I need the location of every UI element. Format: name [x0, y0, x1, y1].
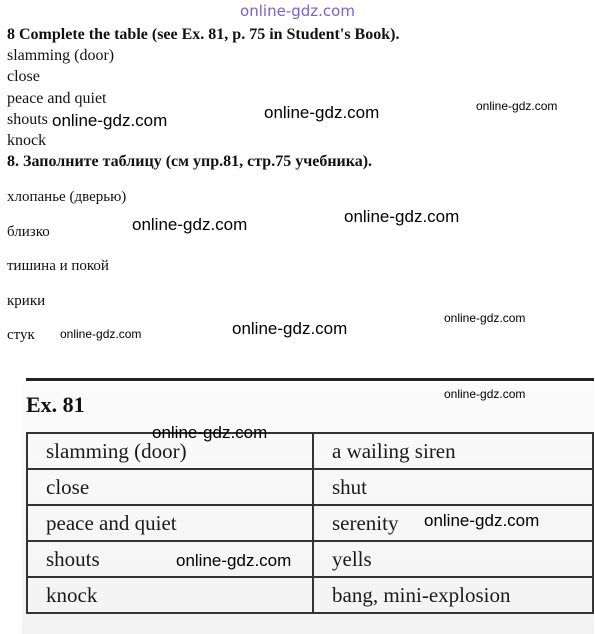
table-cell: slamming (door): [27, 433, 313, 469]
english-heading: 8 Complete the table (see Ex. 81, p. 75 in Student's Book).: [7, 26, 400, 43]
english-item: shouts: [7, 111, 48, 128]
site-watermark: online-gdz.com: [344, 207, 460, 226]
site-watermark: online-gdz.com: [52, 111, 168, 130]
site-watermark: online-gdz.com: [152, 423, 268, 442]
table-cell: knock: [27, 577, 313, 613]
russian-item: стук: [7, 327, 35, 343]
site-watermark: online-gdz.com: [132, 215, 248, 234]
site-watermark: online-gdz.com: [476, 99, 558, 113]
table-row: [27, 577, 593, 613]
table-cell: close: [27, 469, 313, 505]
site-watermark: online-gdz.com: [444, 311, 526, 325]
site-watermark: online-gdz.com: [424, 511, 540, 530]
table-cell: a wailing siren: [313, 433, 593, 469]
russian-heading: 8. Заполните таблицу (см упр.81, стр.75 учебника).: [7, 153, 373, 170]
site-watermark: online-gdz.com: [60, 327, 142, 341]
table-row: [27, 469, 593, 505]
table-row: [27, 433, 593, 469]
english-item: peace and quiet: [7, 90, 107, 107]
site-watermark: online-gdz.com: [232, 319, 348, 338]
site-watermark: online-gdz.com: [176, 551, 292, 570]
table-cell: serenity: [313, 505, 593, 541]
english-item: close: [7, 68, 40, 85]
russian-item: близко: [7, 224, 50, 240]
russian-item: крики: [7, 293, 46, 309]
russian-item: тишина и покой: [7, 258, 109, 274]
table-cell: yells: [313, 541, 593, 577]
exercise-title: Ex. 81: [26, 392, 85, 417]
table-cell: peace and quiet: [27, 505, 313, 541]
russian-item: хлопанье (дверью): [7, 189, 127, 205]
table-cell: shut: [313, 469, 593, 505]
english-item: slamming (door): [7, 47, 115, 64]
table-row: [27, 541, 593, 577]
english-item: knock: [7, 132, 47, 149]
site-watermark: online-gdz.com: [444, 387, 526, 401]
site-watermark-top: online-gdz.com: [240, 2, 355, 20]
table-cell: shouts: [27, 541, 313, 577]
table-cell: bang, mini-explosion: [313, 577, 593, 613]
section-divider: [26, 378, 594, 381]
site-watermark: online-gdz.com: [264, 103, 380, 122]
